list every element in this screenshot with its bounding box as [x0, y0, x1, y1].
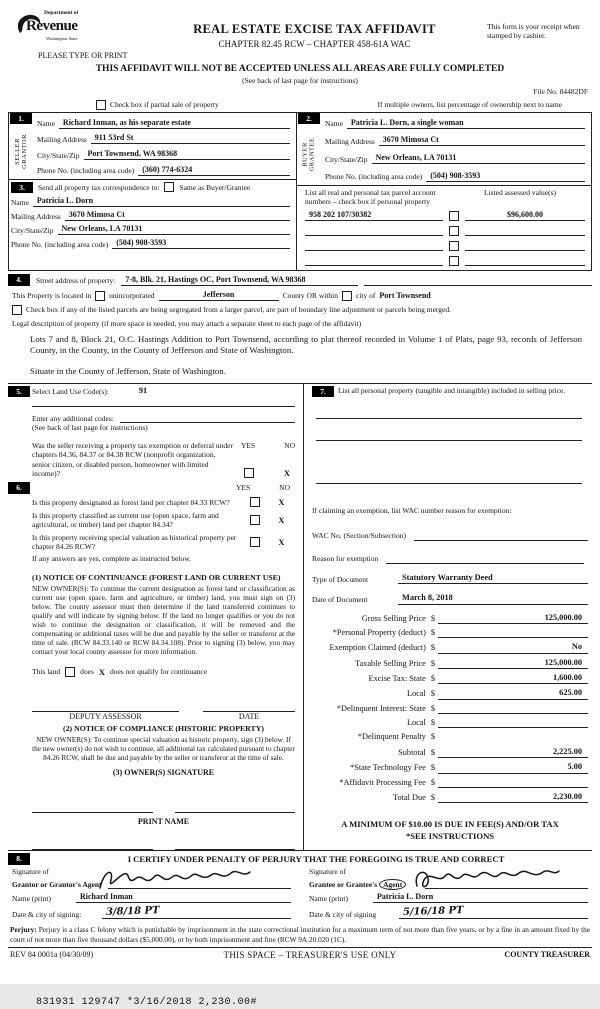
partial-sale-row: [8, 100, 592, 110]
minimum-fee-note: A MINIMUM OF $10.00 IS DUE IN FEE(S) AND/OR TAX: [341, 819, 559, 830]
parcel-list-header: List all real and personal tax parcel account numbers – check box if personal property: [305, 187, 436, 206]
exemption-wac-label: If claiming an exemption, list WAC number reason for exemption:: [312, 506, 512, 516]
grantor-name-value: Richard Inman: [76, 892, 291, 903]
date-of-document-value: March 8, 2018: [398, 593, 588, 604]
county-or-label: County OR within: [282, 291, 338, 301]
grantee-sig-label-1: Signature of: [309, 866, 346, 876]
partial-sale-label: Check box if partial sale of property: [110, 99, 219, 109]
wac-number-value: [414, 530, 588, 541]
see-back-note-5: (See back of last page for instructions): [32, 423, 148, 433]
parties-section: [8, 112, 592, 272]
date-of-document-label: Date of Document: [312, 595, 368, 605]
send-correspondence-label: Send all property tax correspondence to:: [38, 182, 160, 192]
see-instructions-note: *SEE INSTRUCTIONS: [405, 830, 495, 841]
grantee-date-label: Date & city of signing: [309, 910, 377, 920]
fee-row: Local $ 625.00: [312, 688, 588, 699]
grantee-date-city: 5/16/18 PT: [399, 906, 588, 920]
grantee-signature: [411, 866, 561, 892]
value-blank-2: [465, 225, 585, 236]
street-address-value: 7-8, Blk. 21, Hastings OC, Port Townsend, WA 98368: [121, 275, 357, 286]
seller-name-value: Richard Inman, as his separate estate: [59, 118, 290, 129]
segregated-note: Check box if any of the listed parcels are being segregated from a larger parcel, are part of boundary line adjustment or parcels being merged.: [26, 305, 451, 315]
please-type-or-print: PLEASE TYPE OR PRINT: [38, 51, 128, 61]
perjury-label: Perjury:: [10, 925, 37, 935]
corr-name-label: Name: [11, 197, 29, 207]
city-of-label: city of: [356, 291, 376, 301]
buyer-grantee-label: BUYER GRANTEE: [301, 137, 316, 172]
additional-codes-value: [120, 412, 295, 423]
county-value: Jefferson: [159, 290, 279, 301]
parcels-box: [297, 185, 591, 271]
file-number: File No. 84482DF: [533, 87, 588, 97]
buyer-mailing-label: Mailing Address: [325, 136, 375, 146]
buyer-city-label: City/State/Zip: [325, 154, 368, 164]
grantor-sig-label-1: Signature of: [12, 866, 49, 876]
yes-header-5: YES: [241, 440, 256, 450]
land-use-line: [32, 396, 295, 407]
exemption-question-row: [32, 441, 295, 479]
does-checkbox[interactable]: [65, 667, 75, 677]
dept-of-revenue-logo: [8, 10, 142, 61]
rev-number: REV 84 0001a (04/30/09): [10, 950, 94, 960]
wac-number-label: WAC No. (Section/Subsection): [312, 531, 406, 541]
notice-2-title: (2) NOTICE OF COMPLIANCE (HISTORIC PROPERTY): [63, 724, 264, 734]
segregated-checkbox[interactable]: [12, 305, 22, 315]
forest-no-answer: X: [278, 497, 285, 508]
form-header: [8, 10, 592, 62]
historical-yes-checkbox[interactable]: [250, 537, 260, 547]
parcel-number-value: 958 202 107/30382: [305, 210, 443, 221]
seller-grantor-label: SELLER GRANTOR: [13, 133, 28, 169]
personal-property-column: [304, 384, 592, 850]
correspondence-box: [9, 179, 296, 253]
personal-property-checkbox-4[interactable]: [449, 256, 459, 266]
buyer-city-value: New Orleans, LA 70131: [372, 153, 586, 164]
current-use-yes-checkbox[interactable]: [250, 515, 260, 525]
fee-row: Taxable Selling Price $ 125,000.00: [312, 658, 588, 669]
seller-mailing-label: Mailing Address: [37, 134, 87, 144]
historical-question: Is this property receiving special valuation as historical property per chapter 84.26 RCW? X: [32, 533, 295, 552]
fee-row: Gross Selling Price $ 125,000.00: [312, 613, 588, 624]
city-value: Port Townsend: [379, 290, 431, 300]
fees-table: [312, 613, 588, 804]
forest-yes-checkbox[interactable]: [250, 497, 260, 507]
type-of-document-label: Type of Document: [312, 574, 369, 584]
buyer-name-label: Name: [325, 119, 343, 129]
same-as-buyer-label: Same as Buyer/Grantee: [179, 182, 251, 192]
value-blank-4: [465, 255, 585, 266]
grantee-signature-line: [425, 876, 588, 889]
grantee-name-label: Name (print): [309, 893, 348, 903]
unincorporated-label: unincorporated: [109, 291, 155, 301]
section-4-number: 4.: [8, 274, 30, 285]
personal-property-line-1: [316, 406, 582, 419]
grantor-date-label: Date & city of signing:: [12, 910, 82, 920]
owners-signature-label: (3) OWNER(S) SIGNATURE: [112, 768, 215, 778]
exemption-no-answer: X: [283, 467, 290, 478]
corr-phone-label: Phone No. (including area code): [11, 239, 109, 249]
print-name-lines: [32, 841, 295, 850]
city-checkbox[interactable]: [342, 291, 352, 301]
certification-section: [8, 850, 592, 919]
buyer-name-value: Patricia L. Dorn, a single woman: [347, 118, 585, 129]
fee-row: Exemption Claimed (deduct) $ No: [312, 642, 588, 653]
title-block: [142, 10, 487, 50]
grantor-sig-label-2: Grantor or Grantor's Agent: [12, 879, 102, 889]
form-footer: [8, 948, 592, 963]
section-5-number: 5.: [8, 386, 30, 397]
forest-land-question: Is this property designated as forest land per chapter 84.33 RCW? X: [32, 497, 295, 508]
section-6-note: If any answers are yes, complete as instructed below.: [32, 553, 192, 563]
grantor-signature-block: [12, 867, 291, 920]
grantee-agent-circled: Agent: [379, 879, 406, 890]
corr-name-value: Patricia L. Dorn: [33, 196, 290, 207]
parcel-blank-2: [305, 225, 443, 236]
does-not-answer: X: [98, 666, 106, 677]
assessed-value: $96,600.00: [465, 210, 585, 221]
does-not-label: does not qualify for continuance: [110, 667, 208, 677]
grantee-signature-block: [309, 867, 588, 920]
situate-text: Situate in the County of Jefferson, State of Washington.: [30, 366, 226, 377]
street-address-label: Street address of property:: [36, 276, 116, 286]
no-header-5: NO: [284, 440, 295, 450]
legal-description-label: Legal description of property (if more space is needed, you may attach a separate sheet to each page of the affidavit): [12, 318, 362, 328]
grantee-sig-label-2: Grantee or Grantee's Agent: [309, 880, 421, 889]
assessed-value-header: Listed assessed value(s): [483, 187, 557, 197]
corr-phone-value: (504) 908-3593: [112, 238, 290, 249]
this-land-row: [32, 667, 295, 678]
seller-name-label: Name: [37, 119, 55, 129]
fee-row: *Personal Property (deduct) $: [312, 628, 588, 638]
legal-description-text: Lots 7 and 8, Block 21, O.C. Hastings Addition to Port Townsend, according to plat thereof recorded in Volume 1 of Plats, page 93, records of Jefferson County, in the County, in the County of Jefferson and State of Washington.: [30, 334, 582, 356]
buyer-phone-label: Phone No. (including area code): [325, 172, 423, 182]
fee-row: *Delinquent Penalty $: [357, 732, 435, 742]
seller-mailing-value: 911 53rd St: [91, 133, 290, 144]
personal-property-line-3: [316, 471, 582, 484]
owner-signature-lines: [32, 804, 295, 813]
notice-2-text: NEW OWNER(S): To continue special valuation as historic property, sign (3) below. If the new owner(s) do not wish to continue, all additional tax calculated pursuant to chapter 84.26 RCW, shall be due and payable by the seller or transferor at the time of sale.: [32, 734, 295, 763]
perjury-text: Perjury is a class C felony which is punishable by imprisonment in the state correctional institution for a maximum term of not more than five years, or by a fine in an amount fixed by the court of not more than five thousand dollars ($5,000.00), or by both imprisonment and fine (RCW 9A.20.020 (1C).: [10, 925, 590, 944]
fee-row: Subtotal $ 2,225.00: [312, 747, 588, 758]
corr-city-value: New Orleans, LA 70131: [58, 224, 291, 235]
additional-codes-label: Enter any additional codes:: [32, 414, 114, 424]
revenue-swoosh-icon: [16, 13, 42, 37]
section-8-number: 8.: [8, 853, 30, 864]
warning-line: THIS AFFIDAVIT WILL NOT BE ACCEPTED UNLESS ALL AREAS ARE FULLY COMPLETED: [95, 64, 505, 74]
reason-exemption-value: [386, 553, 584, 564]
does-label: does: [80, 667, 94, 677]
notice-1-text: NEW OWNER(S): To continue the current designation as forest land or classification as current use (open space, farm and agriculture, or timber) land, you must sign on (3) below. The county assessor must then determine if the land transferred continues to qualify and will indicate by signing below. If the land no longer qualifies or you do not wish to continue the designation or classification, it will be removed and the compensating or additional taxes will be due and payable by the seller or transferor at the time of sale. (RCW 84.33.140 or RCW 84.34.108). Prior to signing (3) below, you may contact your local county assessor for more information.: [32, 583, 295, 657]
buyer-phone-value: (504) 908-3593: [426, 171, 585, 182]
land-use-column: [8, 384, 304, 850]
current-use-no-answer: X: [278, 515, 285, 526]
notice-1-title: (1) NOTICE OF CONTINUANCE (FOREST LAND OR CURRENT USE): [32, 572, 281, 582]
form-title: REAL ESTATE EXCISE TAX AFFIDAVIT: [193, 22, 436, 36]
reason-exemption-label: Reason for exemption: [312, 554, 379, 564]
type-of-document-value: Statutory Warranty Deed: [398, 573, 588, 584]
unincorporated-checkbox[interactable]: [95, 291, 105, 301]
print-name-label: PRINT NAME: [137, 817, 190, 827]
exemption-yes-checkbox[interactable]: [244, 468, 254, 478]
land-use-code: 91: [138, 386, 148, 396]
partial-sale-checkbox[interactable]: [96, 100, 106, 110]
fee-row: *State Technology Fee $ 5.00: [312, 762, 588, 773]
multiple-owners-note: If multiple owners, list percentage of ownership next to name: [377, 99, 562, 109]
section-7-number: 7.: [312, 386, 334, 397]
grantee-name-value: Patricia L. Dorn: [373, 892, 588, 903]
personal-property-checkbox-3[interactable]: [449, 241, 459, 251]
personal-property-checkbox-2[interactable]: [449, 226, 459, 236]
corr-mailing-value: 3670 Mimosa Ct: [65, 210, 290, 221]
land-use-label: Select Land Use Code(s):: [32, 387, 109, 397]
deputy-assessor-label: DEPUTY ASSESSOR: [69, 712, 142, 722]
form-subtitle: CHAPTER 82.45 RCW – CHAPTER 458-61A WAC: [218, 38, 411, 49]
fee-row: Excise Tax: State $ 1,600.00: [312, 673, 588, 684]
yes-header-6: YES: [236, 483, 251, 493]
grantor-signature: [94, 866, 254, 892]
section-2-number: 2.: [298, 113, 320, 124]
see-back-note: (See back of last page for instructions): [242, 75, 358, 85]
seller-city-label: City/State/Zip: [37, 150, 80, 160]
buyer-box: [297, 113, 591, 185]
fee-row: *Affidavit Processing Fee $: [312, 778, 588, 788]
value-blank-3: [465, 240, 585, 251]
grantor-date-city: 3/8/18 PT: [102, 906, 291, 920]
seller-phone-label: Phone No. (including area code): [37, 166, 135, 176]
located-prefix: This Property is located in: [12, 291, 92, 301]
certify-statement: I CERTIFY UNDER PENALTY OF PERJURY THAT THE FOREGOING IS TRUE AND CORRECT: [127, 853, 505, 864]
treasurer-space-label: THIS SPACE – TREASURER'S USE ONLY: [223, 949, 397, 960]
same-as-buyer-checkbox[interactable]: [164, 182, 174, 192]
fee-row: *Delinquent Interest: State $: [312, 704, 588, 714]
receipt-note: This form is your receipt when stamped by cashier.: [487, 22, 580, 41]
county-treasurer-label: COUNTY TREASURER: [504, 950, 590, 960]
current-use-question: Is this property classified as current use (open space, farm and agricultural, or timber) land per chapter 84.34? X: [32, 511, 295, 530]
corr-city-label: City/State/Zip: [11, 225, 54, 235]
fee-row: Total Due $ 2,230.00: [312, 792, 588, 803]
parcel-blank-4: [305, 255, 443, 266]
seller-city-value: Port Townsend, WA 98368: [84, 149, 291, 160]
middle-columns: [8, 383, 592, 850]
grantor-name-label: Name (print): [12, 893, 51, 903]
seller-box: [9, 113, 296, 179]
seller-phone-value: (360) 774-6324: [138, 165, 290, 176]
historical-no-answer: X: [278, 536, 285, 547]
property-section: [8, 274, 592, 383]
grantor-signature-line: [108, 876, 291, 889]
personal-property-label: List all personal property (tangible and intangible) included in selling price.: [338, 386, 566, 396]
personal-property-line-2: [316, 428, 582, 441]
buyer-mailing-value: 3670 Mimosa Ct: [379, 135, 585, 146]
cashier-stamp: 831931 129747 *3/16/2018 2,230.00#: [36, 996, 258, 1008]
section-1-number: 1.: [10, 113, 32, 124]
exemption-question: Was the seller receiving a property tax exemption or deferral under chapters 84.36, 84.37 or 84.38 RCW (nonprofit organization, senior citizen, or disabled person, homeowner with limited income)?: [32, 440, 233, 478]
corr-mailing-label: Mailing Address: [11, 211, 61, 221]
section-3-number: 3.: [11, 182, 33, 193]
this-land-prefix: This land: [32, 667, 61, 677]
personal-property-checkbox-1[interactable]: [449, 211, 459, 221]
logo-washington-state: Washington State: [46, 35, 78, 41]
parcel-blank-3: [305, 240, 443, 251]
section-6-header: [8, 482, 295, 493]
logo-revenue-wordmark: [22, 17, 142, 36]
logo-department-of: Department of: [44, 10, 79, 16]
fee-row: Local $: [312, 718, 588, 728]
no-header-6: NO: [279, 483, 290, 493]
section-6-number: 6.: [8, 482, 30, 493]
date-label: DATE: [238, 712, 260, 722]
logo-revenue-text: Revenue: [26, 17, 78, 34]
perjury-note: [8, 923, 592, 947]
